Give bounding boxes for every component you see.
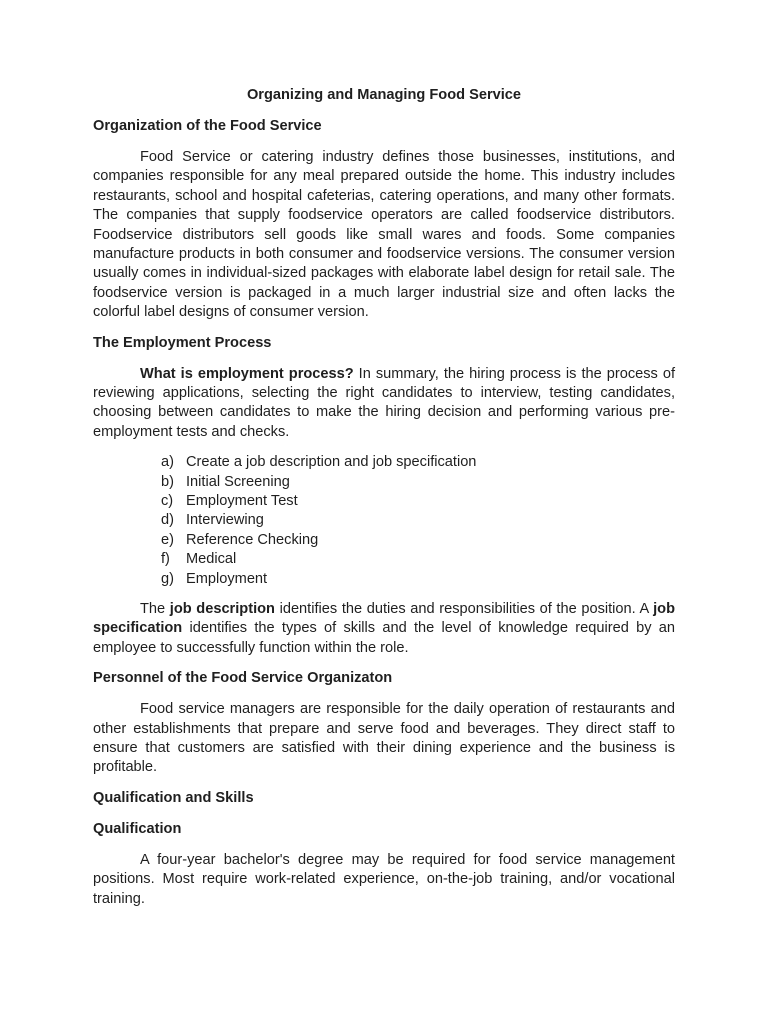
list-item-text: Medical bbox=[186, 551, 237, 568]
job-desc-text-1: The bbox=[140, 601, 170, 618]
document-title: Organizing and Managing Food Service bbox=[246, 87, 522, 103]
heading-qualification: Qualification bbox=[93, 820, 182, 837]
job-desc-text-3: identifies the types of skills and the level of knowledge required by an employee to successfully function within the role. bbox=[93, 620, 675, 656]
list-item bbox=[161, 453, 675, 472]
heading-qualification-skills: Qualification and Skills bbox=[93, 789, 254, 806]
employment-intro-text: In summary, the hiring process is the process of reviewing applications, selecting the right candidates to interview, testing candidates, choosing between candidates to make the hiring decision and performing various pre-employment tests and checks. bbox=[93, 365, 675, 440]
list-marker: d) bbox=[161, 512, 174, 529]
list-item-text: Create a job description and job specification bbox=[186, 454, 477, 471]
list-item bbox=[161, 531, 675, 550]
heading-personnel: Personnel of the Food Service Organizaton bbox=[93, 670, 393, 687]
list-item-text: Employment Test bbox=[186, 493, 298, 510]
list-marker: a) bbox=[161, 454, 174, 471]
paragraph-qualification: A four-year bachelor's degree may be required for food service management positions. Most require work-related experience, on-the-job training, and/or vocational training. bbox=[93, 851, 675, 907]
employment-question: What is employment process? bbox=[140, 365, 354, 382]
list-item bbox=[161, 550, 675, 569]
employment-steps-list bbox=[93, 453, 675, 589]
job-desc-text-2: identifies the duties and responsibilities of the position. A bbox=[274, 601, 654, 618]
list-item-text: Reference Checking bbox=[186, 531, 319, 548]
list-item bbox=[161, 511, 675, 530]
list-marker: e) bbox=[161, 531, 174, 548]
paragraph-employment-intro bbox=[93, 365, 675, 443]
paragraph-job-description bbox=[93, 600, 675, 658]
list-item bbox=[161, 492, 675, 511]
list-item-text: Initial Screening bbox=[186, 473, 290, 490]
list-item-text: Interviewing bbox=[186, 512, 264, 529]
list-item-text: Employment bbox=[186, 570, 268, 587]
heading-organization: Organization of the Food Service bbox=[93, 118, 322, 134]
document-page bbox=[93, 86, 675, 920]
job-description-term: job description bbox=[169, 601, 275, 618]
paragraph-personnel: Food service managers are responsible for the daily operation of restaurants and other establishments that prepare and serve food and beverages. They direct staff to ensure that customers are satisfied with their dining experience and the business is profitable. bbox=[93, 701, 675, 776]
list-marker: g) bbox=[161, 570, 174, 587]
list-item bbox=[161, 473, 675, 492]
heading-employment-process: The Employment Process bbox=[93, 334, 272, 351]
list-item bbox=[161, 570, 675, 589]
paragraph-organization: Food Service or catering industry defines those businesses, institutions, and companies responsible for any meal prepared outside the home. This industry includes restaurants, school and hospital cafeterias, catering operations, and many other formats. The companies that supply foodservice operators are called foodservice distributors. Foodservice distributors sell goods like small wares and foods. Some companies manufacture products in both consumer and foodservice versions. The consumer version usually comes in individual-sized packages with elaborate label design for retail sale. The foodservice version is packaged in a much larger industrial size and often lacks the colorful label designs of consumer version. bbox=[93, 149, 675, 321]
job-specification-term: job specification bbox=[93, 601, 675, 637]
list-marker: f) bbox=[161, 551, 170, 568]
list-marker: c) bbox=[161, 493, 174, 510]
list-marker: b) bbox=[161, 473, 174, 490]
